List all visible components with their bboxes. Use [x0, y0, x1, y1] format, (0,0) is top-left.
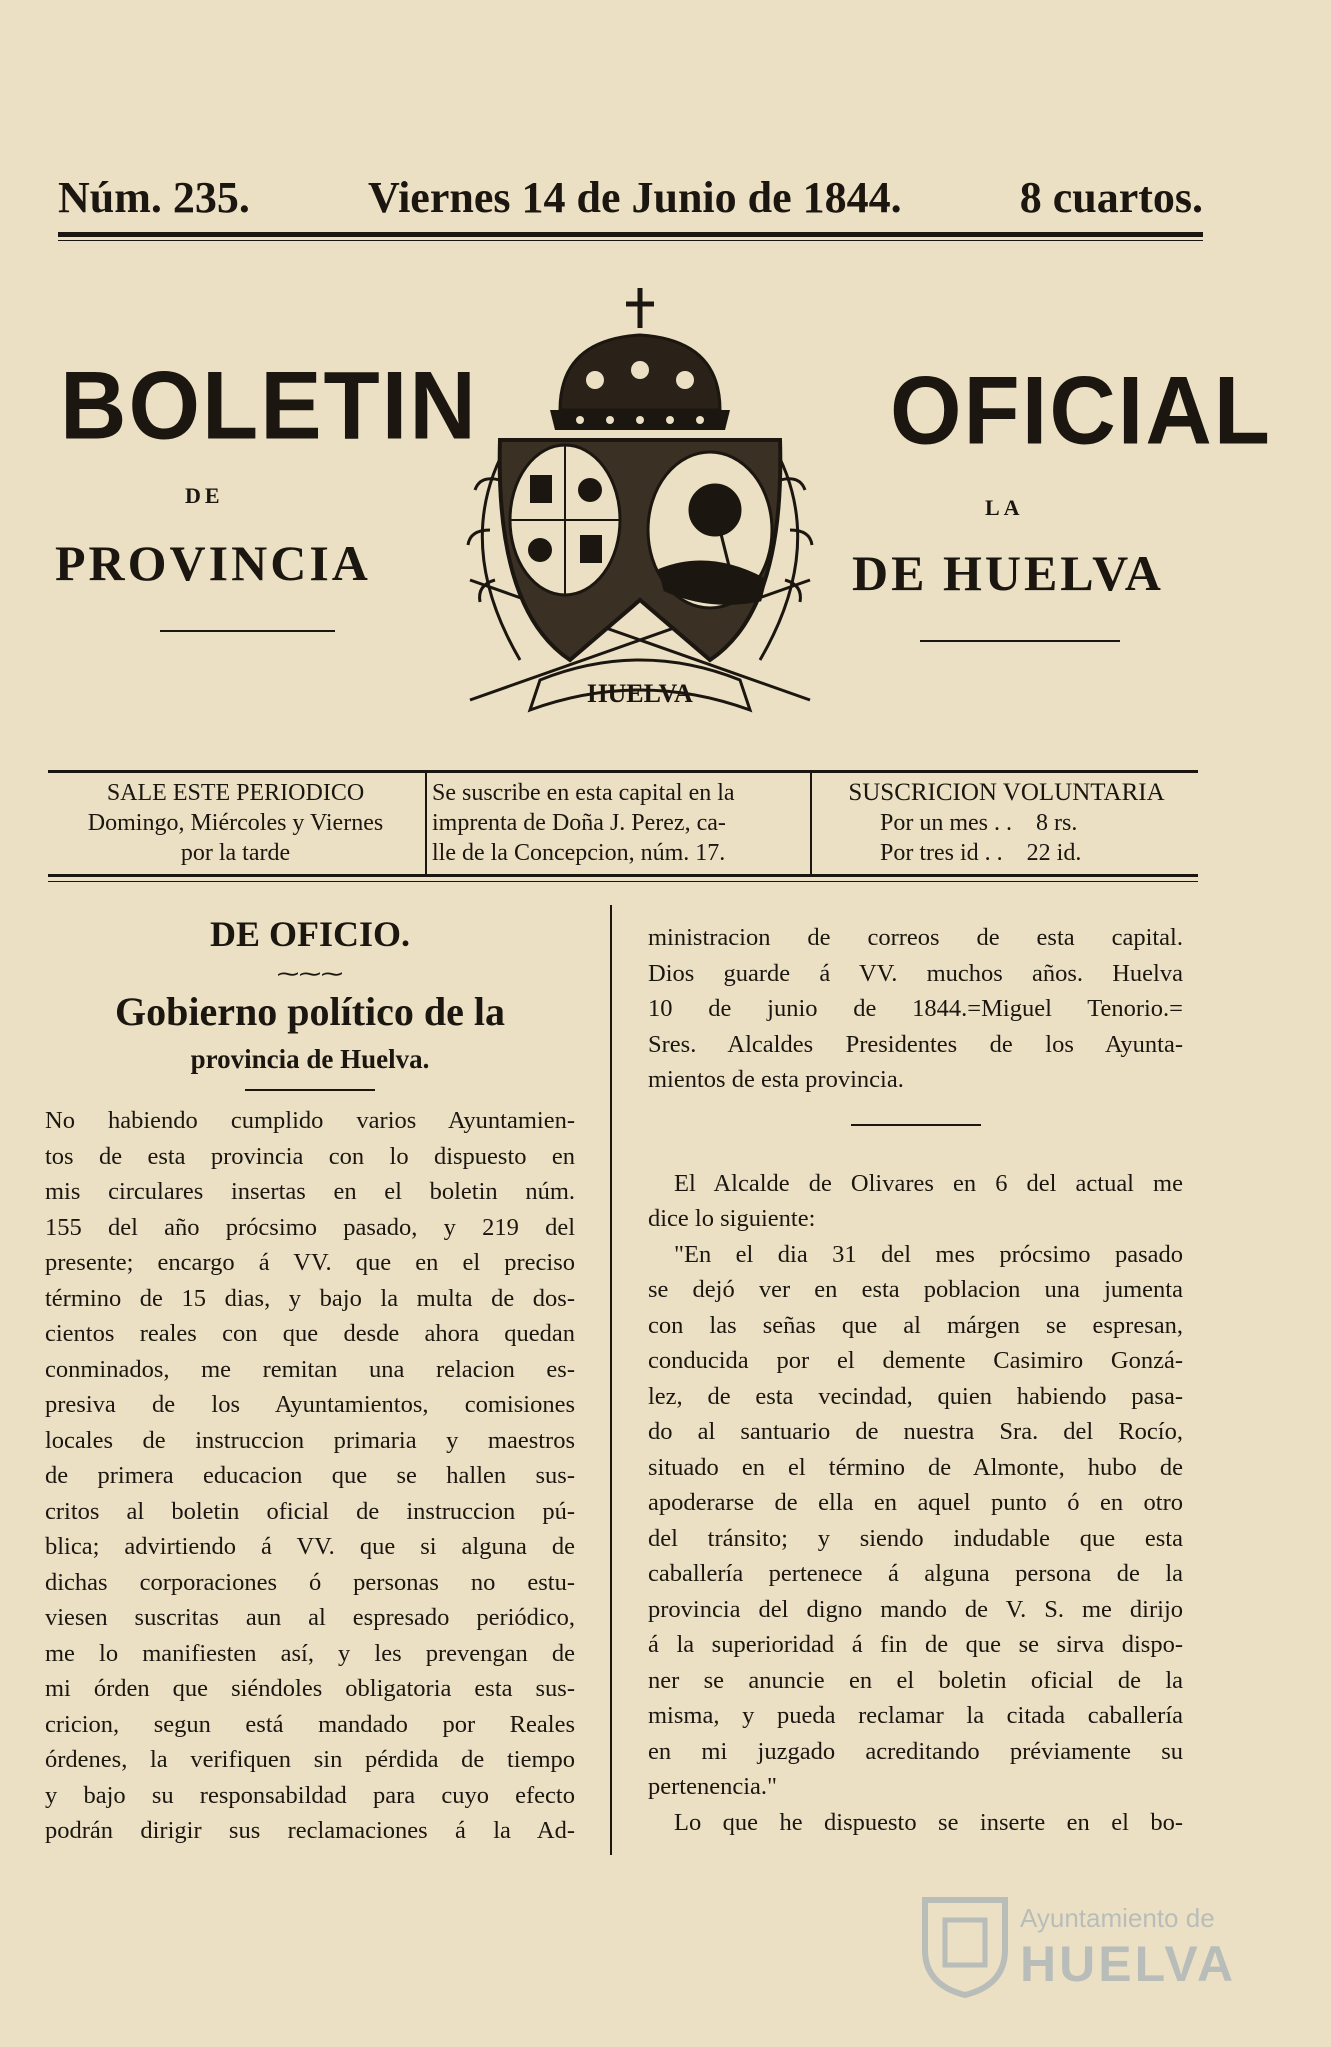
- text-line: 10 de junio de 1844.=Miguel Tenorio.=: [648, 995, 1183, 1022]
- article-title-2: provincia de Huelva.: [190, 1044, 430, 1074]
- text-line: blica; advirtiendo á VV. que si alguna de: [45, 1533, 575, 1560]
- royal-coat-of-arms-icon: [410, 280, 870, 730]
- text-line: del tránsito; y siendo indudable que esta: [648, 1524, 1183, 1552]
- header-rule-thin: [58, 240, 1203, 241]
- right-column: [648, 920, 1183, 1840]
- watermark-line2: HUELVA: [1020, 1936, 1237, 1992]
- text-line: dichas corporaciones ó personas no estu-: [45, 1568, 575, 1596]
- info-rule-top: [48, 770, 1198, 773]
- text-line: pertenencia.": [648, 1773, 778, 1800]
- masthead-boletin: BOLETIN: [60, 352, 478, 460]
- text-line: locales de instruccion primaria y maestros: [45, 1426, 575, 1454]
- text-line: órdenes, la verifiquen sin pérdida de tiempo: [45, 1746, 575, 1773]
- masthead-oficial: OFICIAL: [890, 357, 1272, 465]
- text-line: 155 del año prócsimo pasado, y 219 del: [45, 1213, 575, 1241]
- text-line: provincia del digno mando de V. S. me dirijo: [648, 1595, 1183, 1623]
- text-line: caballería pertenece á alguna persona de la: [648, 1560, 1183, 1587]
- text-line: con las señas que al márgen se espresan,: [648, 1311, 1183, 1339]
- title-rule: [245, 1089, 375, 1091]
- text-line: critos al boletin oficial de instruccion pú-: [45, 1497, 575, 1525]
- masthead-de: DE: [185, 483, 224, 508]
- issue-date: Viernes 14 de Junio de 1844.: [367, 173, 902, 222]
- watermark-line1: Ayuntamiento de: [1020, 1903, 1215, 1933]
- voluntary-value: 8 rs.: [1036, 810, 1078, 836]
- voluntary-title: SUSCRICION VOLUNTARIA: [848, 779, 1165, 806]
- text-line: misma, y pueda reclamar la citada caballería: [648, 1702, 1183, 1729]
- text-line: Lo que he dispuesto se inserte en el bo-: [674, 1808, 1183, 1836]
- text-line: dice lo siguiente:: [648, 1205, 816, 1232]
- text-line: término de 15 dias, y bajo la multa de dos-: [45, 1284, 575, 1312]
- article-continuation: [648, 920, 1183, 1098]
- text-line: No habiendo cumplido varios Ayuntamien-: [45, 1107, 575, 1134]
- subscribe-line: lle de la Concepcion, núm. 17.: [432, 840, 726, 866]
- text-line: presente; encargo á VV. que en el preciso: [45, 1249, 575, 1276]
- subscribe-line: imprenta de Doña J. Perez, ca-: [432, 810, 726, 836]
- voluntary-label: Por un mes . .: [880, 810, 1012, 836]
- text-line: mientos de esta provincia.: [648, 1066, 904, 1093]
- text-line: presiva de los Ayuntamientos, comisiones: [45, 1391, 575, 1418]
- text-line: cientos reales con que desde ahora quedan: [45, 1320, 575, 1347]
- voluntary-box: [815, 778, 1198, 878]
- article-body: [45, 1103, 575, 1849]
- text-line: do al santuario de nuestra Sra. del Rocío,: [648, 1418, 1183, 1445]
- subscribe-box: [432, 778, 807, 878]
- text-line: El Alcalde de Olivares en 6 del actual me: [674, 1169, 1183, 1197]
- huelva-shield-icon: [920, 1890, 1010, 2000]
- voluntary-label: Por tres id . .: [880, 840, 1003, 866]
- voluntary-row: [815, 808, 1198, 838]
- ornament: ⁓⁓⁓: [277, 961, 343, 986]
- text-line: Dios guarde á VV. muchos años. Huelva: [648, 959, 1183, 987]
- text-line: y bajo su responsabildad para cuyo efecto: [45, 1781, 575, 1809]
- issue-number: Núm. 235.: [58, 173, 250, 222]
- text-line: lez, de esta vecindad, quien habiendo pasa-: [648, 1382, 1183, 1410]
- text-line: en mi juzgado acreditando préviamente su: [648, 1737, 1183, 1765]
- voluntary-value: 22 id.: [1026, 840, 1082, 866]
- text-line: me lo manifiesten así, y les prevengan de: [45, 1639, 575, 1667]
- text-line: de primera educacion que se hallen sus-: [45, 1462, 575, 1489]
- article-title-1: Gobierno político de la: [115, 989, 505, 1034]
- section-heading: DE OFICIO.: [209, 914, 411, 954]
- text-line: tos de esta provincia con lo dispuesto en: [45, 1142, 575, 1170]
- olivares-notice: [648, 1166, 1183, 1841]
- text-line: Sres. Alcaldes Presidentes de los Ayunta-: [648, 1030, 1183, 1058]
- text-line: mi órden que siéndoles obligatoria esta sus-: [45, 1675, 575, 1702]
- text-line: á la superioridad á fin de que se sirva dispo-: [648, 1631, 1183, 1658]
- masthead-rule-left: [160, 630, 335, 632]
- masthead-la: LA: [985, 495, 1024, 520]
- info-rule-bottom2: [48, 881, 1198, 882]
- subscribe-line: Se suscribe en esta capital en la: [432, 780, 735, 806]
- archive-watermark: [920, 1885, 1250, 2005]
- schedule-line: SALE ESTE PERIODICO: [106, 780, 365, 806]
- text-line: se dejó ver en esta poblacion una jumenta: [648, 1276, 1183, 1303]
- masthead-de-huelva: DE HUELVA: [852, 545, 1164, 601]
- text-line: viesen suscritas aun al espresado periódico,: [45, 1604, 575, 1631]
- seal-ribbon: HUELVA: [587, 679, 693, 708]
- text-line: situado en el término de Almonte, hubo de: [648, 1453, 1183, 1481]
- text-line: apoderarse de ella en aquel punto ó en otro: [648, 1489, 1183, 1516]
- text-line: ministracion de correos de esta capital.: [648, 924, 1183, 951]
- info-divider-1: [425, 773, 427, 874]
- text-line: "En el dia 31 del mes prócsimo pasado: [674, 1240, 1183, 1268]
- voluntary-row: [815, 838, 1198, 868]
- masthead-provincia: PROVINCIA: [55, 535, 371, 591]
- column-divider: [610, 905, 612, 1855]
- text-line: conminados, me remitan una relacion es-: [45, 1355, 575, 1383]
- masthead-rule-right: [920, 640, 1120, 642]
- schedule-line: por la tarde: [180, 840, 291, 866]
- text-line: ner se anuncie en el boletin oficial de la: [648, 1666, 1183, 1694]
- separator-rule: [851, 1124, 981, 1126]
- issue-header: [58, 172, 1203, 223]
- header-rule: [58, 232, 1203, 237]
- schedule-box: [48, 778, 423, 878]
- left-column: [45, 905, 575, 1849]
- text-line: mis circulares insertas en el boletin núm.: [45, 1178, 575, 1205]
- issue-price: 8 cuartos.: [1019, 173, 1203, 222]
- text-line: podrán dirigir sus reclamaciones á la Ad-: [45, 1817, 575, 1844]
- text-line: cricion, segun está mandado por Reales: [45, 1710, 575, 1738]
- text-line: conducida por el demente Casimiro Gonzá-: [648, 1347, 1183, 1374]
- info-divider-2: [810, 773, 812, 874]
- schedule-line: Domingo, Miércoles y Viernes: [87, 810, 384, 836]
